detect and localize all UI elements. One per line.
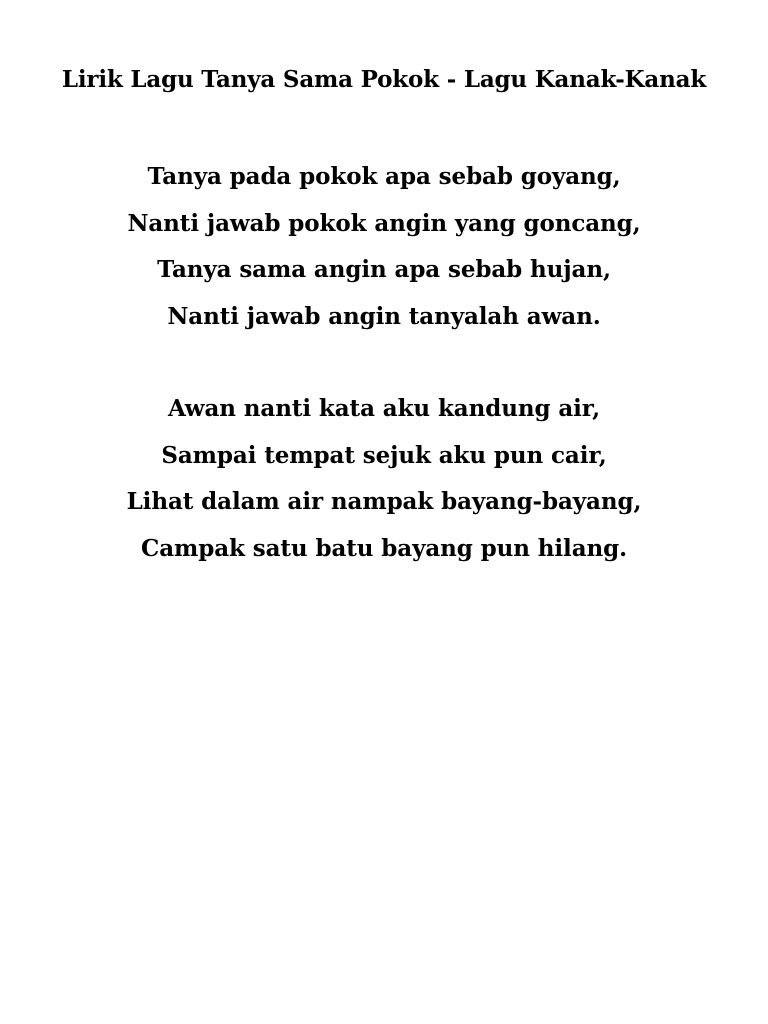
- lyric-line: Campak satu batu bayang pun hilang.: [140, 534, 628, 562]
- lyric-line: Nanti jawab pokok angin yang goncang,: [127, 209, 641, 237]
- lyric-line: Tanya pada pokok apa sebab goyang,: [147, 163, 621, 190]
- lyric-line: Nanti jawab angin tanyalah awan.: [167, 302, 601, 330]
- lyric-line: Sampai tempat sejuk aku pun cair,: [161, 441, 607, 469]
- lyric-line: Awan nanti kata aku kandung air,: [167, 395, 601, 422]
- lyrics-stanza-2: [0, 386, 768, 572]
- page-title: Lirik Lagu Tanya Sama Pokok - Lagu Kanak-Kanak: [61, 66, 707, 93]
- lyric-line: Tanya sama angin apa sebab hujan,: [157, 256, 611, 283]
- lyric-line: Lihat dalam air nampak bayang-bayang,: [126, 488, 642, 515]
- lyrics-stanza-1: [0, 154, 768, 340]
